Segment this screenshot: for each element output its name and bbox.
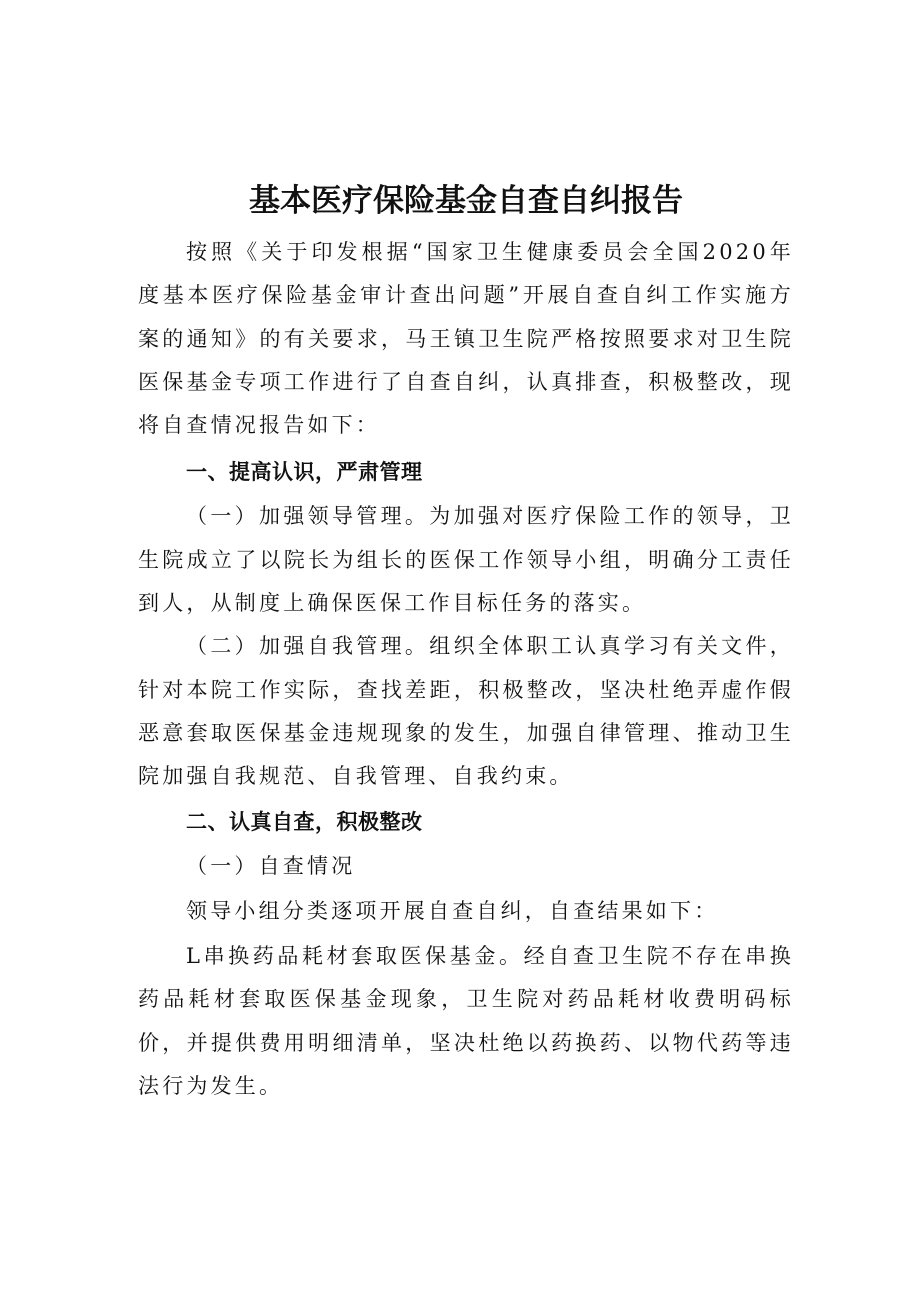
section-1-heading: 一、提高认识，严肃管理 [186, 460, 423, 485]
document-title: 基本医疗保险基金自查自纠报告 [249, 183, 683, 219]
section-2-heading: 二、认真自查，积极整改 [186, 809, 423, 834]
intro-paragraph: 按照《关于印发根据“国家卫生健康委员会全国2020年度基本医疗保险基金审计查出问题”开展自查自纠工作实施方案的通知》的有关要求，马王镇卫生院严格按照要求对卫生院医保基金专项工作进行了自查自纠，认真排查，积极整改，现将自查情况报告如下： [138, 240, 794, 438]
section-1-paragraph-1: （一）加强领导管理。为加强对医疗保险工作的领导，卫生院成立了以院长为组长的医保工作领导小组，明确分工责任到人，从制度上确保医保工作目标任务的落实。 [138, 504, 794, 616]
section-2-subheading: （一）自查情况 [186, 853, 356, 878]
section-2-lead-paragraph: 领导小组分类逐项开展自查自纠，自查结果如下： [186, 898, 719, 923]
section-1-paragraph-2: （二）加强自我管理。组织全体职工认真学习有关文件，针对本院工作实际，查找差距，积极整改，坚决杜绝弄虚作假恶意套取医保基金违规现象的发生，加强自律管理、推动卫生院加强自我规范、自我管理、自我约束。 [138, 634, 794, 789]
section-2-item-1: L串换药品耗材套取医保基金。经自查卫生院不存在串换药品耗材套取医保基金现象，卫生院对药品耗材收费明码标价，并提供费用明细清单，坚决杜绝以药换药、以物代药等违法行为发生。 [138, 944, 794, 1099]
